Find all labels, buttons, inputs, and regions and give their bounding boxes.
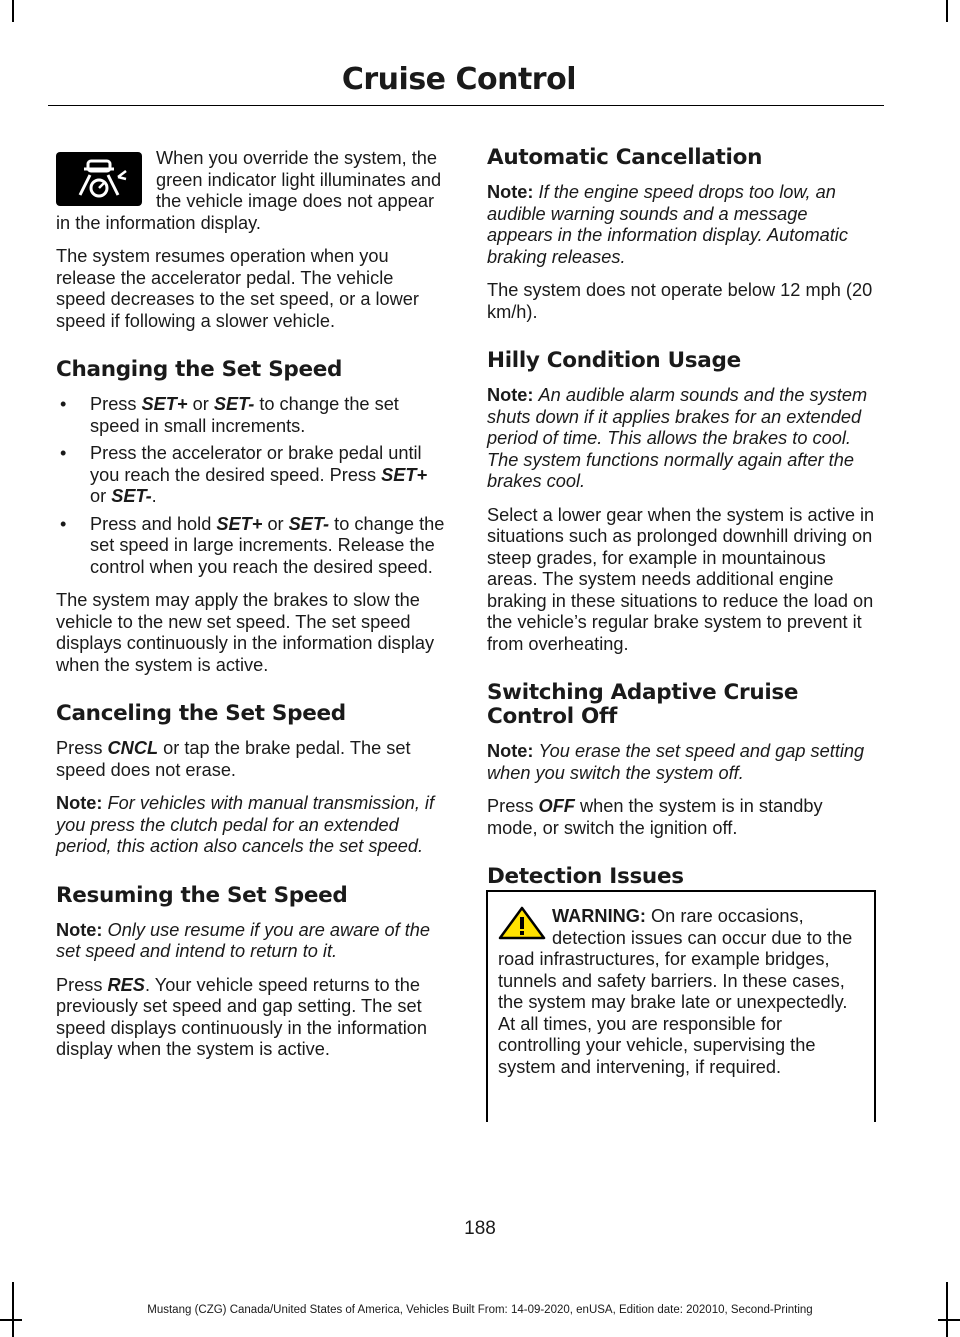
override-text: When you override the system, the green indicator light illuminates and the vehicle image does not appear in the information display.: [56, 148, 442, 233]
resume-paragraph: Press RES. Your vehicle speed returns to the previously set speed and gap setting. The set speed displays continuously in the information display when the system is active.: [56, 974, 428, 1059]
crop-mark: [12, 0, 14, 22]
heading-detection-issues: Detection Issues: [487, 864, 684, 889]
left-column: [56, 148, 446, 1073]
header-rule: [48, 105, 884, 106]
crop-mark: [946, 0, 948, 22]
heading-canceling-set-speed: Canceling the Set Speed: [56, 701, 346, 726]
off-note: Note: You erase the set speed and gap setting when you switch the system off.: [487, 741, 865, 783]
heading-switching-off: Switching Adaptive Cruise Control Off: [487, 680, 799, 729]
list-item: • Press SET+ or SET- to change the set speed in small increments.: [56, 394, 446, 437]
cancel-note: Note: For vehicles with manual transmission, if you press the clutch pedal for an extended period, this action also cancels the set speed.: [56, 793, 435, 856]
crop-mark: [938, 1319, 960, 1321]
cancel-paragraph: Press CNCL or tap the brake pedal. The set speed does not erase.: [56, 738, 411, 780]
list-item: • Press the accelerator or brake pedal until you reach the desired speed. Press SET+ or SET-.: [56, 443, 446, 508]
heading-automatic-cancellation: Automatic Cancellation: [487, 145, 763, 170]
warning-box: [486, 890, 876, 1122]
crop-mark: [0, 1319, 22, 1321]
lower-gear-paragraph: Select a lower gear when the system is active in situations such as prolonged downhill driving on steep grades, for example in mountainous areas. The system needs additional engine braking in these situations to reduce the load on the vehicle’s regular brake system to prevent it from overheating.: [487, 504, 875, 654]
list-item: • Press and hold SET+ or SET- to change the set speed in large increments. Release the control when you reach the desired speed.: [56, 514, 446, 579]
heading-changing-set-speed: Changing the Set Speed: [56, 357, 343, 382]
heading-hilly-condition: Hilly Condition Usage: [487, 348, 741, 373]
changing-speed-list: [56, 394, 446, 578]
heading-resuming-set-speed: Resuming the Set Speed: [56, 882, 348, 908]
warning-text: On rare occasions, detection issues can occur due to the road infrastructures, for example bridges, tunnels and safety barriers. In these cases, the system may brake late or unexpectedly. At all times, you are responsible for controlling your vehicle, supervising the system and intervening, if required.: [498, 906, 853, 1077]
warning-triangle-icon: [498, 906, 546, 940]
page-footer: Mustang (CZG) Canada/United States of America, Vehicles Built From: 14-09-2020, enUSA, Edition date: 202010, Second-Printing: [147, 1304, 813, 1316]
page-number: 188: [464, 1218, 496, 1239]
below-speed-paragraph: The system does not operate below 12 mph (20 km/h).: [487, 280, 873, 322]
right-column: [487, 146, 877, 901]
resume-note: Note: Only use resume if you are aware of the set speed and intend to return to it.: [56, 919, 431, 961]
brakes-paragraph: The system may apply the brakes to slow the vehicle to the new set speed. The set speed displays continuously in the information display when the system is active.: [56, 590, 435, 675]
resume-operation-paragraph: The system resumes operation when you release the accelerator pedal. The vehicle speed decreases to the set speed, or a lower speed if following a slower vehicle.: [56, 246, 419, 331]
page-title: Cruise Control: [341, 62, 576, 97]
warning-label: WARNING:: [552, 906, 646, 926]
auto-note: Note: If the engine speed drops too low, an audible warning sounds and a message appears in the information display. Automatic braking releases.: [487, 182, 848, 267]
hilly-note: Note: An audible alarm sounds and the system shuts down if it applies brakes for an extended period of time. This allows the brakes to cool. The system functions normally again after the brakes cool.: [487, 385, 868, 491]
adaptive-cruise-indicator-icon: [56, 152, 142, 206]
override-paragraph: [56, 148, 446, 234]
off-paragraph: Press OFF when the system is in standby mode, or switch the ignition off.: [487, 796, 823, 838]
